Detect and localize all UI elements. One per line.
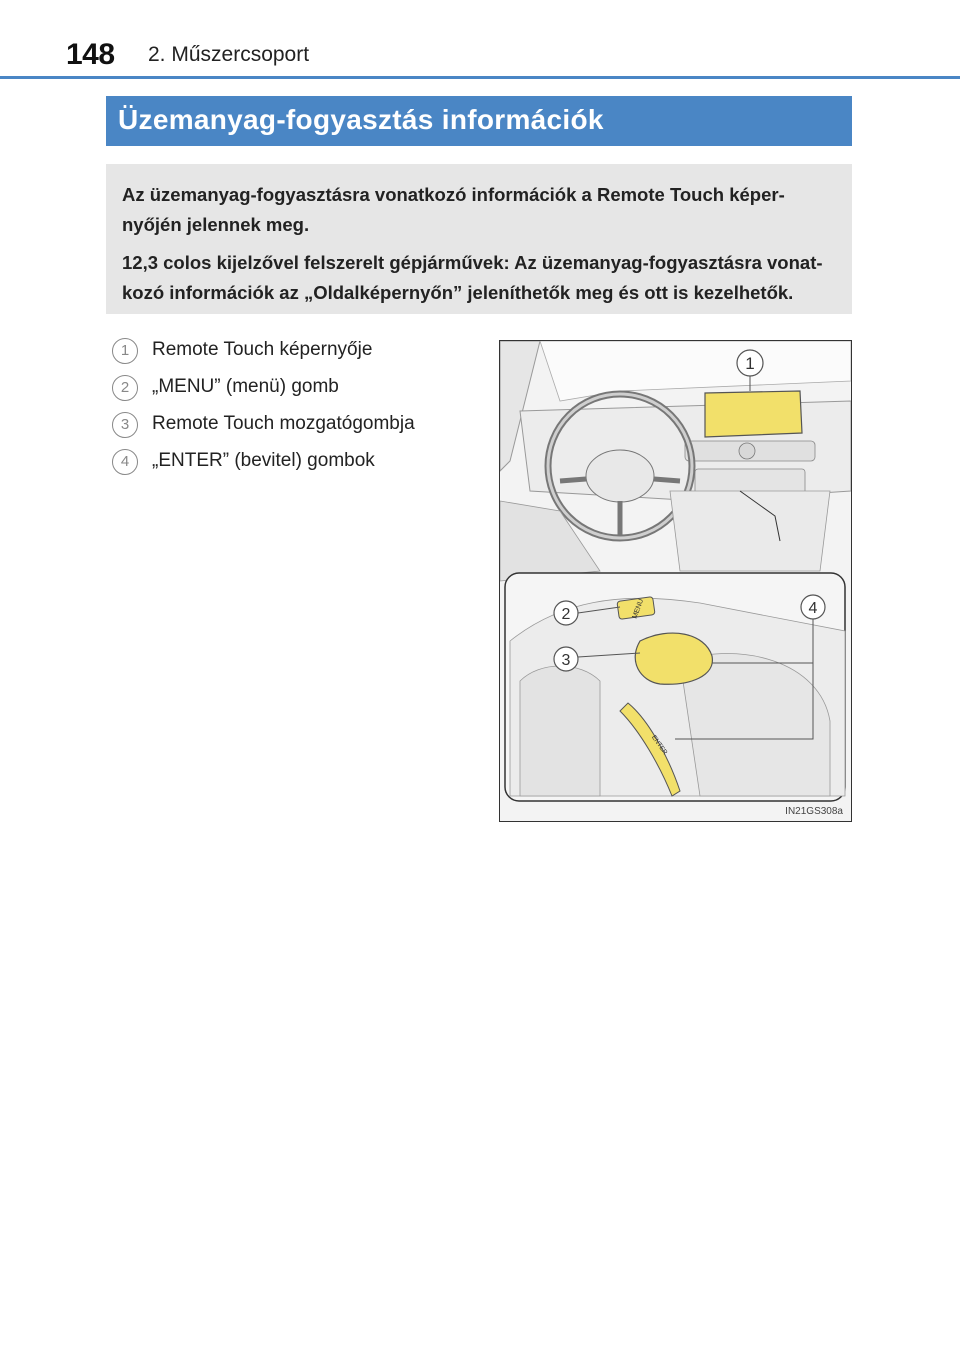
center-stack bbox=[670, 491, 830, 571]
legend-list bbox=[112, 338, 482, 486]
figure-code: IN21GS308a bbox=[785, 806, 843, 817]
armrest-left bbox=[520, 666, 600, 796]
legend-number: 4 bbox=[112, 449, 138, 475]
section-heading-bar bbox=[106, 96, 852, 146]
legend-label: Remote Touch mozgatógombja bbox=[152, 413, 415, 434]
legend-label: „ENTER” (bevitel) gombok bbox=[152, 450, 375, 471]
legend-number: 3 bbox=[112, 412, 138, 438]
callout-1-label: 1 bbox=[745, 354, 755, 373]
intro-paragraph-2: 12,3 colos kijelzővel felszerelt gépjárművek: Az üzemanyag-fogyasztásra vonat-kozó információk az „Oldalképernyőn” jeleníthetők meg és ott is kezelhetők. bbox=[122, 252, 823, 303]
page-number: 148 bbox=[66, 38, 115, 71]
legend-item bbox=[112, 449, 482, 486]
dashboard-illustration bbox=[499, 340, 852, 822]
legend-number: 1 bbox=[112, 338, 138, 364]
intro-paragraph-1: Az üzemanyag-fogyasztásra vonatkozó információk a Remote Touch képer-nyőjén jelennek meg. bbox=[122, 184, 785, 235]
legend-item bbox=[112, 338, 482, 375]
chapter-title: 2. Műszercsoport bbox=[148, 43, 310, 66]
legend-label: Remote Touch képernyője bbox=[152, 339, 373, 360]
steering-hub bbox=[586, 450, 654, 502]
callout-4-label: 4 bbox=[808, 600, 818, 617]
legend-number: 2 bbox=[112, 375, 138, 401]
callout-2-label: 2 bbox=[561, 606, 571, 623]
page-header bbox=[0, 0, 960, 80]
header-rule bbox=[0, 76, 960, 79]
intro-box bbox=[106, 164, 852, 314]
control-knob bbox=[739, 443, 755, 459]
section-title: Üzemanyag-fogyasztás információk bbox=[118, 104, 604, 135]
menu-button-text: MENU bbox=[631, 597, 646, 620]
remote-touch-knob bbox=[635, 633, 712, 684]
remote-touch-screen bbox=[705, 391, 802, 437]
legend-label: „MENU” (menü) gomb bbox=[152, 376, 339, 397]
enter-button-text: ENTER bbox=[650, 734, 669, 757]
dashboard-drawing bbox=[500, 341, 851, 821]
callout-3-label: 3 bbox=[561, 652, 571, 669]
legend-item bbox=[112, 412, 482, 449]
legend-item bbox=[112, 375, 482, 412]
